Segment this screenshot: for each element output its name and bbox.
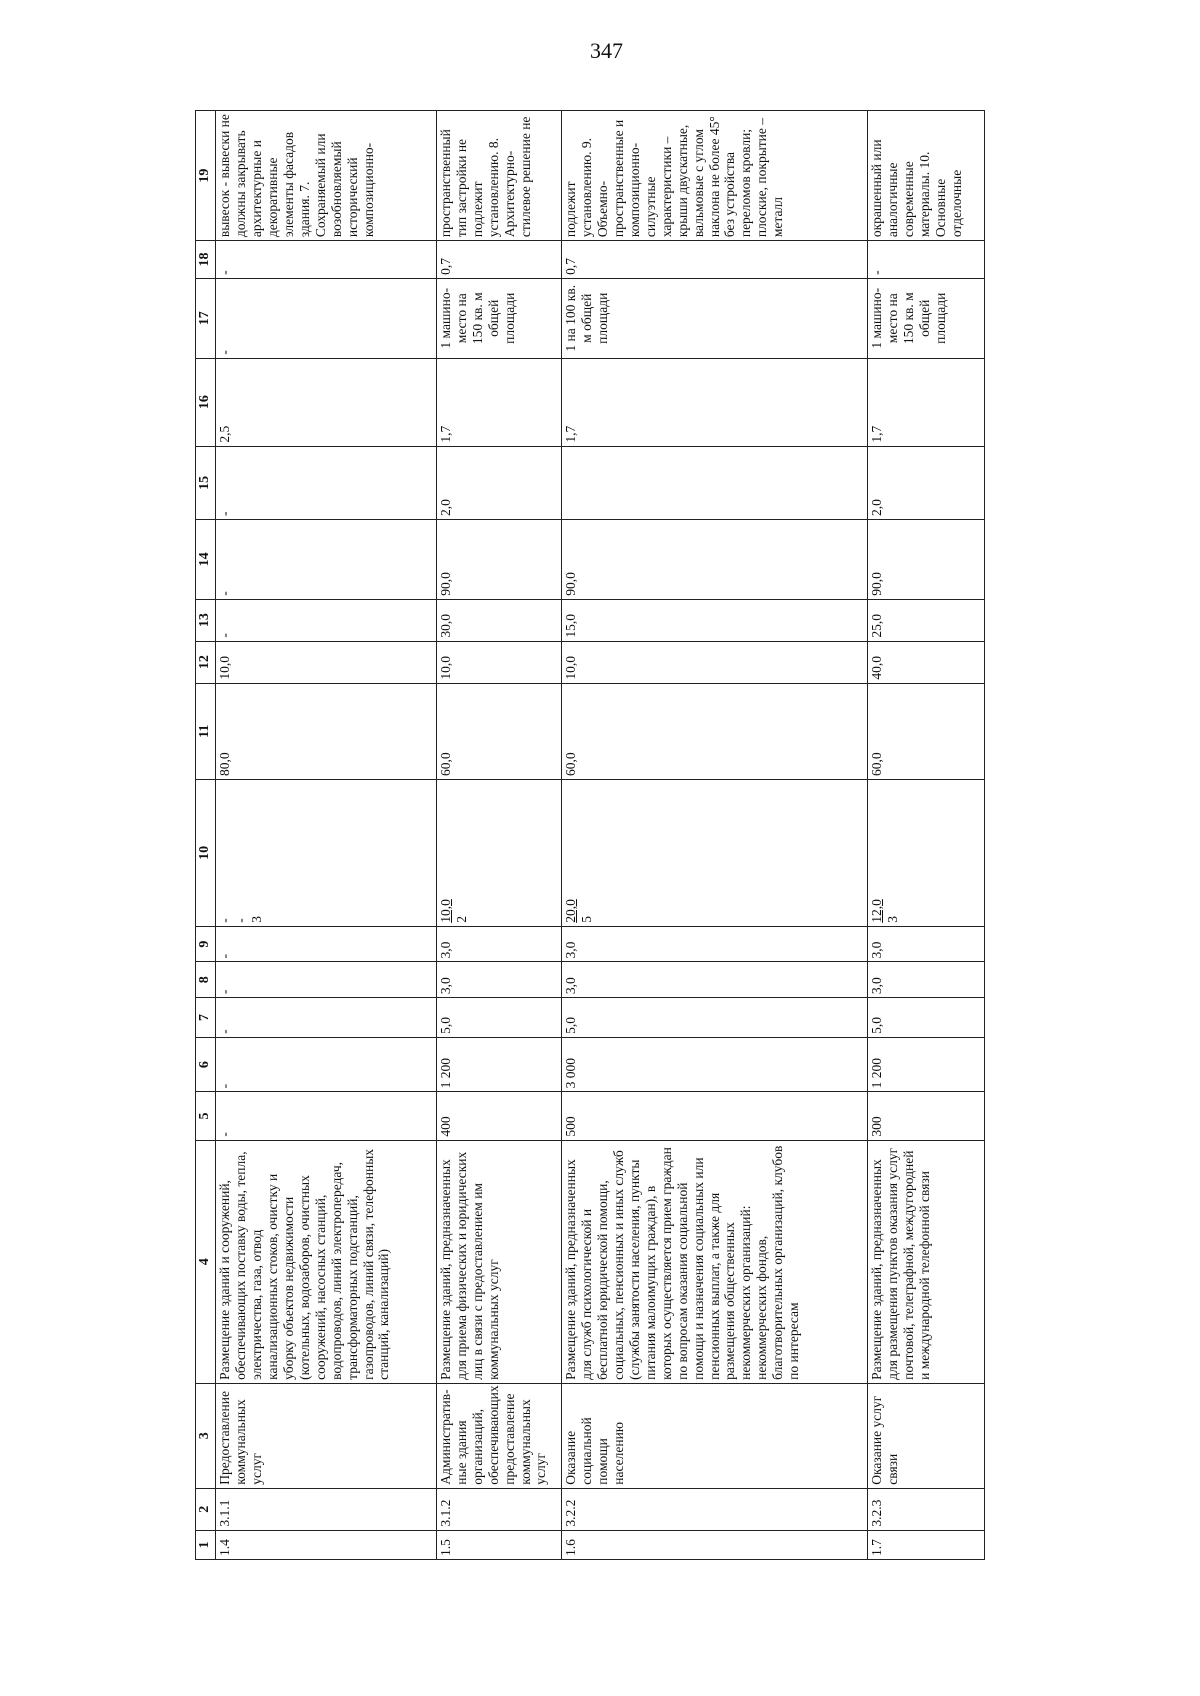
col-header: 4 <box>196 1140 216 1383</box>
cell: 1,7 <box>867 358 984 446</box>
vri-code: 3.2.2 <box>562 1488 868 1530</box>
floors-cell <box>867 780 984 927</box>
cell: - <box>216 1037 437 1092</box>
col-header: 2 <box>196 1488 216 1530</box>
row-number: 1.7 <box>867 1530 984 1559</box>
floors-fraction <box>869 899 901 923</box>
floors-fraction <box>563 899 595 923</box>
col-header: 13 <box>196 599 216 641</box>
cell: 2,0 <box>867 446 984 519</box>
row-number: 1.6 <box>562 1530 868 1559</box>
cell: 2,0 <box>436 446 561 519</box>
cell: - <box>216 520 437 600</box>
cell: 3,0 <box>436 962 561 998</box>
col-header: 10 <box>196 780 216 927</box>
cell: - <box>216 1092 437 1140</box>
cell: - <box>216 926 437 962</box>
cell: - <box>216 446 437 519</box>
cell: 25,0 <box>867 599 984 641</box>
cell: 90,0 <box>867 520 984 600</box>
cell: 60,0 <box>867 683 984 779</box>
cell: 5,0 <box>867 998 984 1038</box>
cell: - <box>216 998 437 1038</box>
floors-cell <box>436 780 561 927</box>
cell: 10,0 <box>436 641 561 683</box>
col-header: 8 <box>196 962 216 998</box>
cell: 30,0 <box>436 599 561 641</box>
floors-cell <box>216 780 437 927</box>
rotated-table-container <box>195 110 985 1560</box>
cell: - <box>216 962 437 998</box>
vri-description: Размещение зданий, предназначенных для приема физических и юридических лиц в связи с предоставлением им коммунальных услуг <box>436 1140 561 1383</box>
col-header: 9 <box>196 926 216 962</box>
vri-name: Административ-ные здания организаций, обеспечивающих предоставление коммунальных услуг <box>436 1383 561 1488</box>
cell-line: - <box>217 918 233 923</box>
row-number: 1.4 <box>216 1530 437 1559</box>
page-number: 347 <box>590 38 623 63</box>
cell: 10,0 <box>216 641 437 683</box>
fraction-numerator: 20,0 <box>563 899 579 923</box>
zoning-regulations-table <box>195 110 985 1560</box>
vri-description: Размещение зданий и сооружений, обеспечивающих поставку воды, тепла, электричества, газа, отвод канализационных стоков, очистку и уборку объектов недвижимости (котельных, водозаборов, очистных сооружений, насосных станций, водопроводов, линий электропередач, трансформаторных подстанций, газопроводов, линий связи, телефонных станций, канализаций) <box>216 1140 437 1383</box>
col-header: 14 <box>196 520 216 600</box>
vri-description: Размещение зданий, предназначенных для размещения пунктов оказания услуг почтовой, телеграфной, междугородней и международной телефонной связи <box>867 1140 984 1383</box>
col-header: 15 <box>196 446 216 519</box>
col-header: 1 <box>196 1530 216 1559</box>
fraction-numerator: 10,0 <box>437 899 453 923</box>
cell: 1 200 <box>867 1037 984 1092</box>
cell: 3,0 <box>867 926 984 962</box>
cell: 10,0 <box>562 641 868 683</box>
cell: 0,7 <box>436 241 561 279</box>
vri-code: 3.1.1 <box>216 1488 437 1530</box>
architecture-requirements: подлежит установлению. 9. Объемно-пространственные и композиционно-силуэтные характеристики – крыши двускатные, вальмовые с углом наклона не более 45° без устройства переломов кровли; плоские, покрытие – металл <box>562 111 868 241</box>
cell: - <box>867 241 984 279</box>
cell: 60,0 <box>436 683 561 779</box>
cell: 500 <box>562 1092 868 1140</box>
cell: 3,0 <box>436 926 561 962</box>
cell: 400 <box>436 1092 561 1140</box>
parking-cell: 1 машино-место на 150 кв. м общей площади <box>867 278 984 358</box>
architecture-requirements: вывесок - вывески не должны закрывать архитектурные и декоративные элементы фасадов здания. 7. Сохраняемый или возобновляемый исторический композиционно- <box>216 111 437 241</box>
vri-name: Оказание социальной помощи населению <box>562 1383 868 1488</box>
cell: - <box>216 599 437 641</box>
vri-name: Предоставление коммунальных услуг <box>216 1383 437 1488</box>
table-row <box>216 111 437 1560</box>
fraction-denominator: 5 <box>579 916 595 923</box>
table-row <box>436 111 561 1560</box>
cell-line: - <box>233 918 249 923</box>
cell: 5,0 <box>436 998 561 1038</box>
cell: 0,7 <box>562 241 868 279</box>
row-number: 1.5 <box>436 1530 561 1559</box>
cell: 40,0 <box>867 641 984 683</box>
cell: 3,0 <box>562 926 868 962</box>
parking-cell: 1 машино-место на 150 кв. м общей площади <box>436 278 561 358</box>
vri-code: 3.2.3 <box>867 1488 984 1530</box>
cell: 90,0 <box>436 520 561 600</box>
fraction-numerator: 12,0 <box>868 899 884 923</box>
cell: 3,0 <box>867 962 984 998</box>
column-number-row <box>196 111 216 1560</box>
fraction-denominator: 2 <box>453 916 469 923</box>
table-row <box>867 111 984 1560</box>
table-row <box>562 111 868 1560</box>
cell-line: 3 <box>249 916 265 923</box>
col-header: 11 <box>196 683 216 779</box>
floors-cell <box>562 780 868 927</box>
cell: 15,0 <box>562 599 868 641</box>
col-header: 7 <box>196 998 216 1038</box>
fraction-denominator: 3 <box>884 916 900 923</box>
vri-description: Размещение зданий, предназначенных для служб психологической и бесплатной юридической помощи, социальных, пенсионных и иных служб (службы занятости населения, пункты питания малоимущих граждан), в которых осуществляется прием граждан по вопросам оказания социальной помощи и назначения социальных или пенсионных выплат, а также для размещения общественных некоммерческих организаций: некоммерческих фондов, благотворительных организаций, клубов по интересам <box>562 1140 868 1383</box>
cell: 1,7 <box>436 358 561 446</box>
vri-name: Оказание услуг связи <box>867 1383 984 1488</box>
col-header: 16 <box>196 358 216 446</box>
cell <box>562 446 868 519</box>
floors-fraction <box>438 899 470 923</box>
architecture-requirements: пространственный тип застройки не подлежит установлению. 8. Архитектурно-стилевое решение не <box>436 111 561 241</box>
cell: 3,0 <box>562 962 868 998</box>
col-header: 6 <box>196 1037 216 1092</box>
cell: 2,5 <box>216 358 437 446</box>
architecture-requirements: окрашенный или аналогичные современные материалы. 10. Основные отделочные <box>867 111 984 241</box>
parking-cell: 1 на 100 кв. м общей площади <box>562 278 868 358</box>
cell: 1 200 <box>436 1037 561 1092</box>
vri-code: 3.1.2 <box>436 1488 561 1530</box>
cell: 1,7 <box>562 358 868 446</box>
cell: 300 <box>867 1092 984 1140</box>
cell: 90,0 <box>562 520 868 600</box>
col-header: 12 <box>196 641 216 683</box>
col-header: 3 <box>196 1383 216 1488</box>
cell: 5,0 <box>562 998 868 1038</box>
cell: 3 000 <box>562 1037 868 1092</box>
col-header: 17 <box>196 278 216 358</box>
cell: - <box>216 241 437 279</box>
col-header: 19 <box>196 111 216 241</box>
cell: - <box>216 278 437 358</box>
cell: 60,0 <box>562 683 868 779</box>
col-header: 18 <box>196 241 216 279</box>
col-header: 5 <box>196 1092 216 1140</box>
cell: 80,0 <box>216 683 437 779</box>
